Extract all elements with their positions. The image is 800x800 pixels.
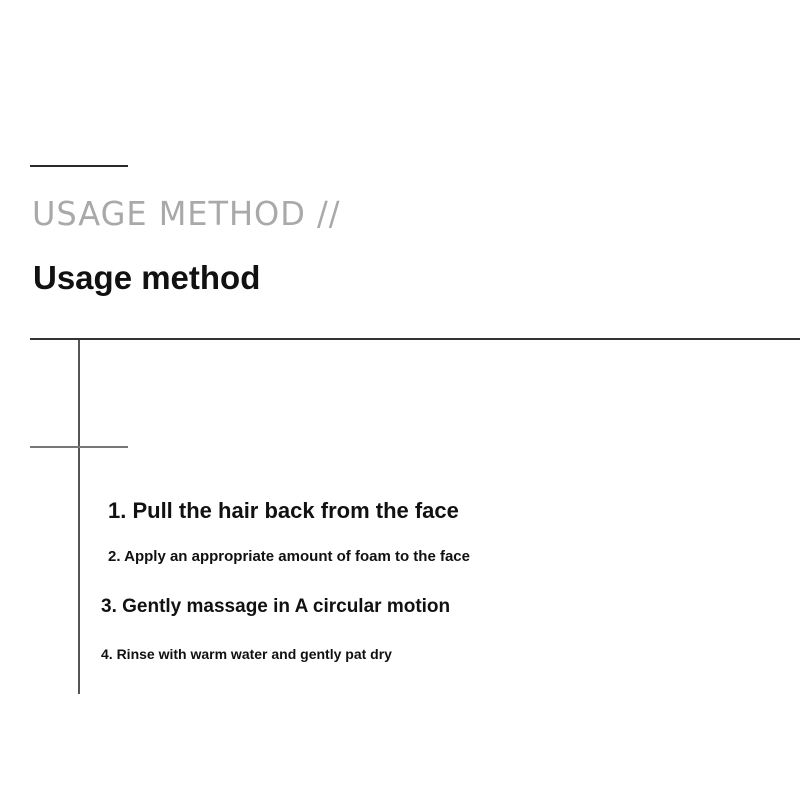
header-divider [30, 338, 800, 340]
step-item: 3. Gently massage in A circular motion [101, 596, 451, 617]
step-item: 2. Apply an appropriate amount of foam to the face [108, 548, 470, 565]
page-title: Usage method [33, 259, 261, 296]
step-item: 1. Pull the hair back from the face [108, 498, 459, 523]
section-eyebrow: USAGE METHOD // [32, 194, 341, 233]
step-item: 4. Rinse with warm water and gently pat dry [101, 646, 392, 662]
vertical-divider [78, 340, 80, 694]
top-divider [30, 165, 128, 167]
section-divider [30, 446, 128, 448]
